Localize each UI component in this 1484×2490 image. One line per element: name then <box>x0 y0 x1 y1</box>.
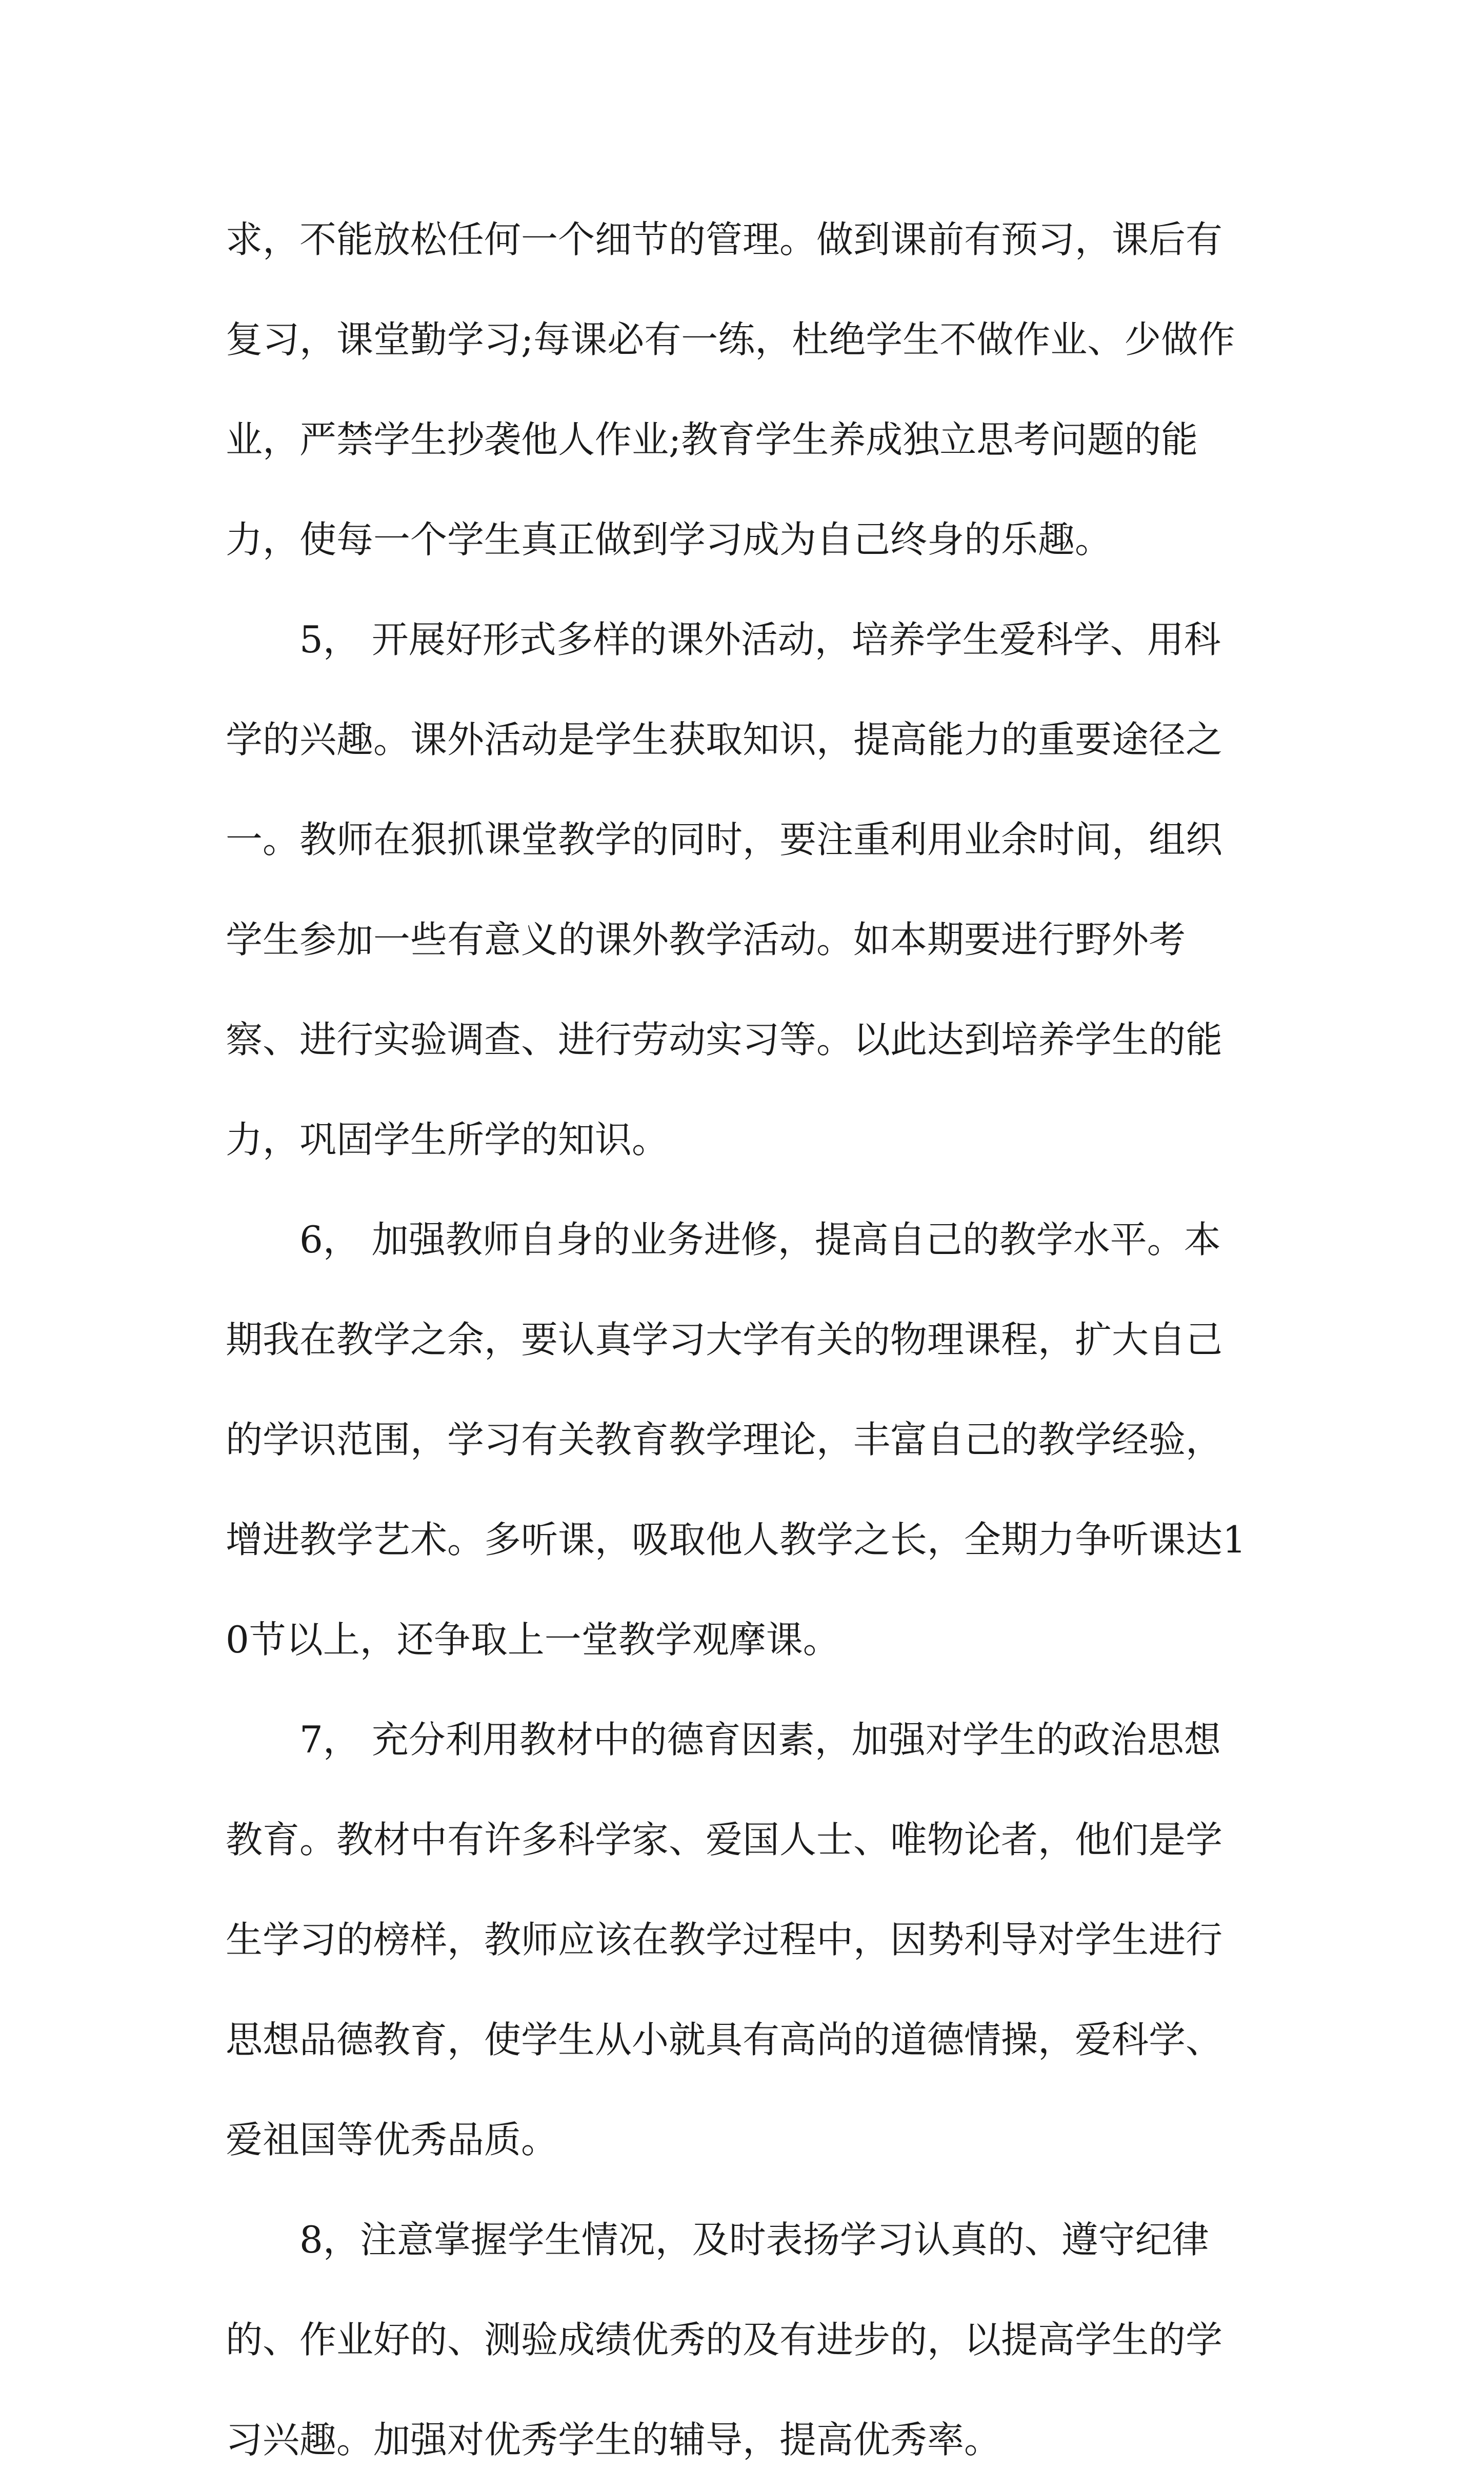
paragraph-continuation: 求，不能放松任何一个细节的管理。做到课前有预习，课后有复习，课堂勤学习;每课必有一练，杜绝学生不做作业、少做作业，严禁学生抄袭他人作业;教育学生养成独立思考问题的能力，使每一个学生真正做到学习成为自己终身的乐趣。 <box>226 218 1235 561</box>
paragraph-item-8: 8，注意掌握学生情况，及时表扬学习认真的、遵守纪律的、作业好的、测验成绩优秀的及有进步的，以提高学生的学习兴趣。加强对优秀学生的辅导，提高优秀率。 <box>226 2218 1223 2461</box>
paragraph-item-6: 6， 加强教师自身的业务进修，提高自己的教学水平。本期我在教学之余，要认真学习大学有关的物理课程，扩大自己的学识范围，学习有关教育教学理论，丰富自己的教学经验，增进教学艺术。多听课，吸取他人教学之长，全期力争听课达10节以上，还争取上一堂教学观摩课。 <box>226 1218 1246 1661</box>
paragraph-item-7: 7， 充分利用教材中的德育因素，加强对学生的政治思想教育。教材中有许多科学家、爱国人士、唯物论者，他们是学生学习的榜样，教师应该在教学过程中，因势利导对学生进行思想品德教育，使学生从小就具有高尚的道德情操，爱科学、爱祖国等优秀品质。 <box>226 1718 1223 2161</box>
document-body <box>226 190 1256 2490</box>
paragraph-item-5: 5， 开展好形式多样的课外活动，培养学生爱科学、用科学的兴趣。课外活动是学生获取知识，提高能力的重要途径之一。教师在狠抓课堂教学的同时，要注重利用业余时间，组织学生参加一些有意义的课外教学活动。如本期要进行野外考察、进行实验调查、进行劳动实习等。以此达到培养学生的能力，巩固学生所学的知识。 <box>226 618 1223 1161</box>
